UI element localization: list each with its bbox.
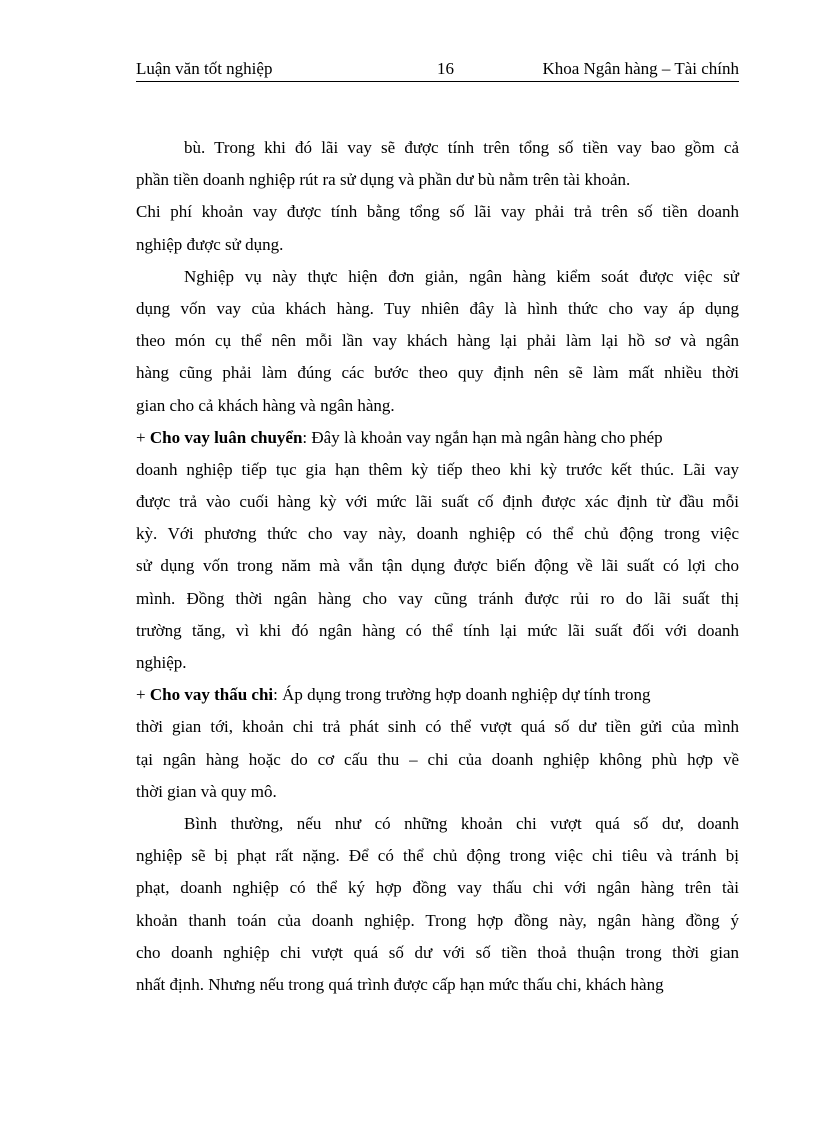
text-line: dụng vốn vay của khách hàng. Tuy nhiên đây là hình thức cho vay áp dụng bbox=[136, 298, 739, 318]
text-line: phần tiền doanh nghiệp rút ra sử dụng và phần dư bù nằm trên tài khoản. bbox=[136, 170, 631, 190]
text-line: thời gian và quy mô. bbox=[136, 781, 277, 801]
text-line: trường tăng, vì khi đó ngân hàng có thể tính lại mức lãi suất đối với doanh bbox=[136, 620, 739, 640]
page-header bbox=[136, 57, 739, 82]
text-line: hàng cũng phải làm đúng các bước theo quy định nên sẽ làm mất nhiều thời bbox=[136, 363, 739, 383]
text-line: nghiệp được sử dụng. bbox=[136, 234, 284, 254]
bullet-plus: + bbox=[136, 427, 150, 447]
text-line: nghiệp. bbox=[136, 653, 187, 672]
text-line: nhất định. Nhưng nếu trong quá trình được cấp hạn mức thấu chi, khách hàng bbox=[136, 974, 664, 994]
text-line: nghiệp sẽ bị phạt rất nặng. Để có thể chủ động trong việc chi tiêu và tránh bị bbox=[136, 846, 739, 866]
page-body bbox=[136, 132, 739, 1001]
term-definition: : Đây là khoản vay ngắn hạn mà ngân hàng cho phép bbox=[302, 427, 663, 447]
bullet-plus: + bbox=[136, 685, 150, 705]
text-line bbox=[136, 679, 739, 711]
text-line: gian cho cả khách hàng và ngân hàng. bbox=[136, 395, 395, 415]
text-line: kỳ. Với phương thức cho vay này, doanh nghiệp có thể chủ động trong việc bbox=[136, 524, 739, 544]
text-line: Nghiệp vụ này thực hiện đơn giản, ngân hàng kiểm soát được việc sử bbox=[184, 266, 739, 286]
text-line: khoản thanh toán của doanh nghiệp. Trong hợp đồng này, ngân hàng đồng ý bbox=[136, 910, 739, 930]
text-line: bù. Trong khi đó lãi vay sẽ được tính trên tổng số tiền vay bao gồm cả bbox=[184, 138, 739, 157]
page-number: 16 bbox=[437, 59, 454, 78]
term-definition: : Áp dụng trong trường hợp doanh nghiệp dự tính trong bbox=[273, 685, 651, 705]
header-thesis-label: Luận văn tốt nghiệp bbox=[136, 59, 273, 78]
term-cho-vay-thau-chi: Cho vay thấu chi bbox=[149, 685, 274, 705]
text-line: được trả vào cuối hàng kỳ với mức lãi suất cố định được xác định từ đầu mỗi bbox=[136, 492, 739, 512]
text-line: thời gian tới, khoản chi trả phát sinh có thể vượt quá số dư tiền gửi của mình bbox=[136, 717, 739, 737]
text-line: phạt, doanh nghiệp có thể ký hợp đồng vay thấu chi với ngân hàng trên tài bbox=[136, 878, 739, 898]
term-cho-vay-luan-chuyen: Cho vay luân chuyển bbox=[149, 427, 303, 447]
text-line: cho doanh nghiệp chi vượt quá số dư với số tiền thoả thuận trong thời gian bbox=[136, 942, 739, 962]
text-line: theo món cụ thể nên mỗi lần vay khách hàng lại phải làm lại hồ sơ và ngân bbox=[136, 331, 739, 351]
text-line: doanh nghiệp tiếp tục gia hạn thêm kỳ tiếp theo khi kỳ trước kết thúc. Lãi vay bbox=[136, 459, 739, 479]
text-line: tại ngân hàng hoặc do cơ cấu thu – chi của doanh nghiệp không phù hợp về bbox=[136, 749, 739, 769]
header-faculty-label: Khoa Ngân hàng – Tài chính bbox=[542, 59, 739, 78]
text-line: Bình thường, nếu như có những khoản chi vượt quá số dư, doanh bbox=[184, 813, 739, 833]
text-line: sử dụng vốn trong năm mà vẫn tận dụng được biến động về lãi suất có lợi cho bbox=[136, 556, 739, 576]
text-line: mình. Đồng thời ngân hàng cho vay cũng tránh được rủi ro do lãi suất thị bbox=[136, 588, 739, 608]
text-line bbox=[136, 422, 739, 454]
text-line: Chi phí khoản vay được tính bằng tổng số lãi vay phải trả trên số tiền doanh bbox=[136, 202, 739, 222]
